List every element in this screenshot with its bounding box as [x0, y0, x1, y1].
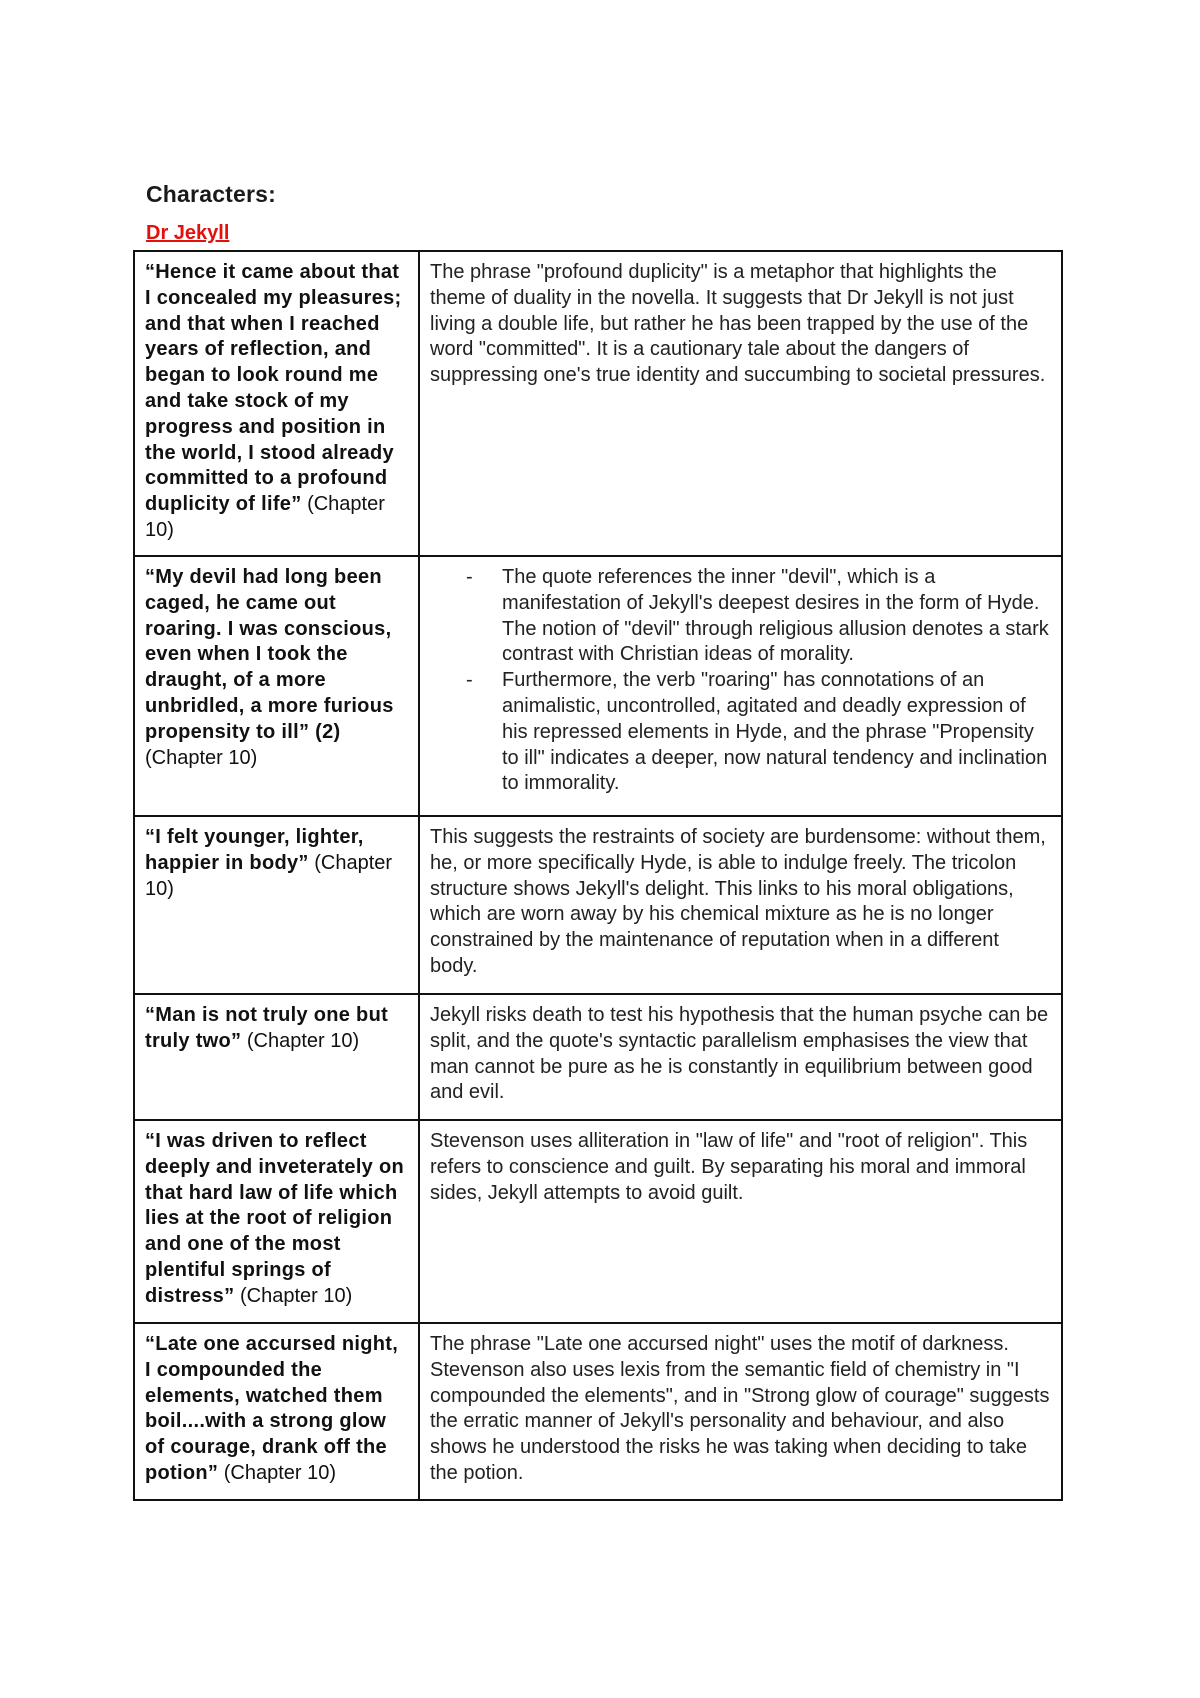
analysis-bullet: [430, 565, 1051, 668]
quote-text: “My devil had long been caged, he came out roaring. I was conscious, even when I took the draught, of a more unbridled, a more furious propensity to ill” (2): [145, 566, 394, 743]
analysis-cell: [419, 251, 1062, 556]
quote-cell: [134, 556, 419, 816]
page-heading: Characters:: [146, 181, 277, 207]
table-row: [134, 1120, 1062, 1323]
bullet-dash: -: [466, 669, 473, 692]
analysis-text: The phrase "Late one accursed night" uses the motif of darkness. Stevenson also uses lexis from the semantic field of chemistry in "I compounded the elements", and in "Strong glow of courage" suggests the erratic manner of Jekyll's personality and behaviour, and also shows he understood the risks he was taking when deciding to take the potion.: [430, 1333, 1050, 1484]
quote-text: “I was driven to reflect deeply and inveterately on that hard law of life which lies at the root of religion and one of the most plentiful springs of distress”: [145, 1130, 404, 1307]
analysis-text: Stevenson uses alliteration in "law of life" and "root of religion". This refers to conscience and guilt. By separating his moral and immoral sides, Jekyll attempts to avoid guilt.: [430, 1130, 1028, 1204]
analysis-cell: [419, 1120, 1062, 1323]
analysis-bullet-text: Furthermore, the verb "roaring" has connotations of an animalistic, uncontrolled, agitated and deadly expression of his repressed elements in Hyde, and the phrase "Propensity to ill" indicates a deeper, now natural tendency and inclination to immorality.: [502, 669, 1048, 795]
quote-text: “Man is not truly one but truly two”: [145, 1004, 389, 1052]
quote-text: “Late one accursed night, I compounded the elements, watched them boil....with a strong glow of courage, drank off the potion”: [145, 1333, 399, 1484]
analysis-cell: [419, 816, 1062, 994]
analysis-bullet-list: [430, 565, 1051, 797]
chapter-reference: (Chapter 10): [234, 1284, 353, 1307]
chapter-reference: (Chapter 10): [241, 1029, 360, 1052]
table-row: [134, 1323, 1062, 1500]
quote-text: “Hence it came about that I concealed my pleasures; and that when I reached years of reflection, and began to look round me and take stock of my progress and position in the world, I stood already committed to a profound duplicity of life”: [145, 261, 402, 516]
analysis-bullet-text: The quote references the inner "devil", which is a manifestation of Jekyll's deepest desires in the form of Hyde. The notion of "devil" through religious allusion denotes a stark contrast with Christian ideas of morality.: [502, 566, 1049, 666]
quote-analysis-table: [133, 250, 1063, 1501]
quote-cell: [134, 1120, 419, 1323]
analysis-cell: [419, 556, 1062, 816]
bullet-dash: -: [466, 566, 473, 588]
quote-cell: [134, 816, 419, 994]
table-row: [134, 556, 1062, 816]
analysis-bullet: [430, 668, 1051, 797]
quote-cell: [134, 1323, 419, 1500]
analysis-cell: [419, 994, 1062, 1120]
analysis-text: Jekyll risks death to test his hypothesis that the human psyche can be split, and the quote's syntactic parallelism emphasises the view that man cannot be pure as he is constantly in equilibrium between good and evil.: [430, 1004, 1049, 1104]
analysis-text: This suggests the restraints of society are burdensome: without them, he, or more specifically Hyde, is able to indulge freely. The tricolon structure shows Jekyll's delight. This links to his moral obligations, which are worn away by his chemical mixture as he is no longer constrained by the maintenance of reputation when in a different body.: [430, 826, 1046, 977]
analysis-cell: [419, 1323, 1062, 1500]
chapter-reference: (Chapter 10): [218, 1461, 337, 1484]
chapter-reference: (Chapter 10): [145, 746, 258, 769]
table-row: [134, 816, 1062, 994]
table-row: [134, 251, 1062, 556]
table-row: [134, 994, 1062, 1120]
quote-cell: [134, 994, 419, 1120]
analysis-text: The phrase "profound duplicity" is a metaphor that highlights the theme of duality in the novella. It suggests that Dr Jekyll is not just living a double life, but rather he has been trapped by the use of the word "committed". It is a cautionary tale about the dangers of suppressing one's true identity and succumbing to societal pressures.: [430, 261, 1046, 387]
chapter-reference: (Chapter 10): [145, 493, 385, 541]
character-subheading: Dr Jekyll: [146, 222, 230, 244]
chapter-reference: (Chapter 10): [145, 851, 393, 900]
quote-text: “I felt younger, lighter, happier in body”: [145, 826, 364, 874]
quote-cell: [134, 251, 419, 556]
